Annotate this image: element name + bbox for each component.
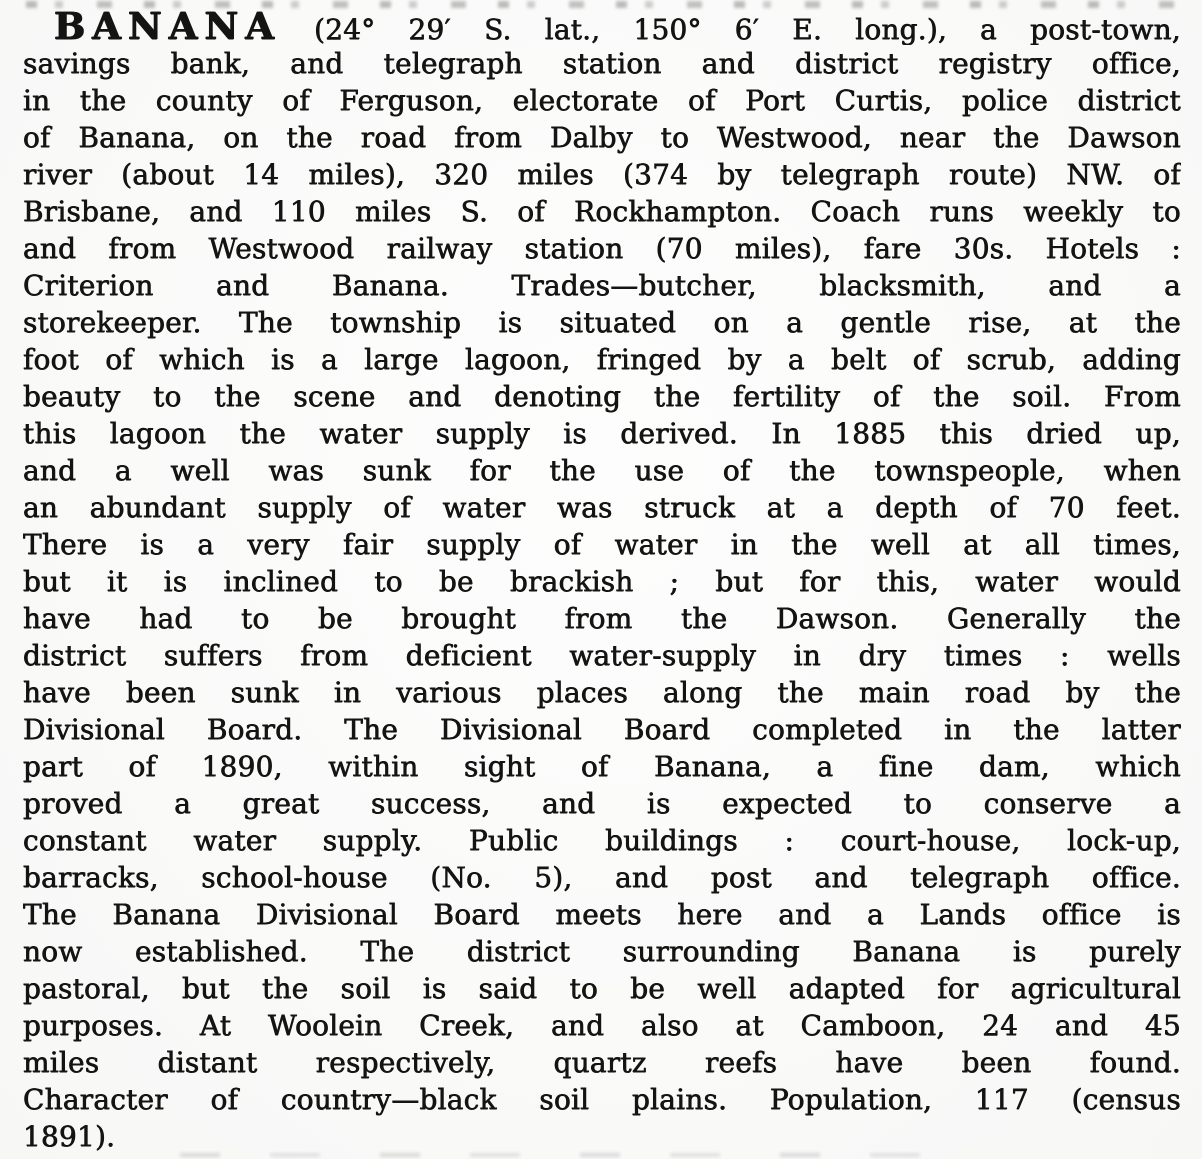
- text-line: of Banana, on the road from Dalby to Westwood, near the Dawson: [23, 121, 1181, 154]
- text-line: this lagoon the water supply is derived. In 1885 this dried up,: [23, 417, 1181, 450]
- text-line: an abundant supply of water was struck at a depth of 70 feet.: [23, 491, 1181, 524]
- text-line: storekeeper. The township is situated on a gentle rise, at the: [23, 306, 1181, 339]
- entry-headword: BANANA: [54, 8, 282, 45]
- entry-first-line: [23, 8, 1181, 45]
- text-line: have been sunk in various places along the main road by the: [23, 676, 1181, 709]
- text-line: have had to be brought from the Dawson. Generally the: [23, 602, 1181, 635]
- text-line: now established. The district surrounding Banana is purely: [23, 935, 1181, 968]
- text-line: but it is inclined to be brackish ; but for this, water would: [23, 565, 1181, 598]
- text-line: constant water supply. Public buildings : court-house, lock-up,: [23, 824, 1181, 857]
- text-line: Brisbane, and 110 miles S. of Rockhampton. Coach runs weekly to: [23, 195, 1181, 228]
- text-line: Divisional Board. The Divisional Board completed in the latter: [23, 713, 1181, 746]
- text-line: district suffers from deficient water-supply in dry times : wells: [23, 639, 1181, 672]
- scan-artifact-bottom: [180, 1153, 942, 1157]
- text-line: pastoral, but the soil is said to be well adapted for agricultural: [23, 972, 1181, 1005]
- text-line: and from Westwood railway station (70 miles), fare 30s. Hotels :: [23, 232, 1181, 265]
- text-line: foot of which is a large lagoon, fringed by a belt of scrub, adding: [23, 343, 1181, 376]
- text-line: beauty to the scene and denoting the fertility of the soil. From: [23, 380, 1181, 413]
- text-line: purposes. At Woolein Creek, and also at Camboon, 24 and 45: [23, 1009, 1181, 1042]
- text-line: There is a very fair supply of water in the well at all times,: [23, 528, 1181, 561]
- entry-last-line: 1891).: [23, 1120, 116, 1153]
- text-line: river (about 14 miles), 320 miles (374 by telegraph route) NW. of: [23, 158, 1181, 191]
- text-line: and a well was sunk for the use of the townspeople, when: [23, 454, 1181, 487]
- text-line: Character of country—black soil plains. Population, 117 (census: [23, 1083, 1181, 1116]
- entry-first-line-text: (24° 29′ S. lat., 150° 6′ E. long.), a post-town,: [314, 13, 1181, 45]
- text-line: in the county of Ferguson, electorate of Port Curtis, police district: [23, 84, 1181, 117]
- scan-artifact-top: [26, 1, 1188, 8]
- text-line: The Banana Divisional Board meets here and a Lands office is: [23, 898, 1181, 931]
- text-line: barracks, school-house (No. 5), and post and telegraph office.: [23, 861, 1181, 894]
- text-line: Criterion and Banana. Trades—butcher, blacksmith, and a: [23, 269, 1181, 302]
- text-line: part of 1890, within sight of Banana, a fine dam, which: [23, 750, 1181, 783]
- text-line: savings bank, and telegraph station and district registry office,: [23, 47, 1181, 80]
- text-line: miles distant respectively, quartz reefs have been found.: [23, 1046, 1181, 1079]
- text-line: proved a great success, and is expected to conserve a: [23, 787, 1181, 820]
